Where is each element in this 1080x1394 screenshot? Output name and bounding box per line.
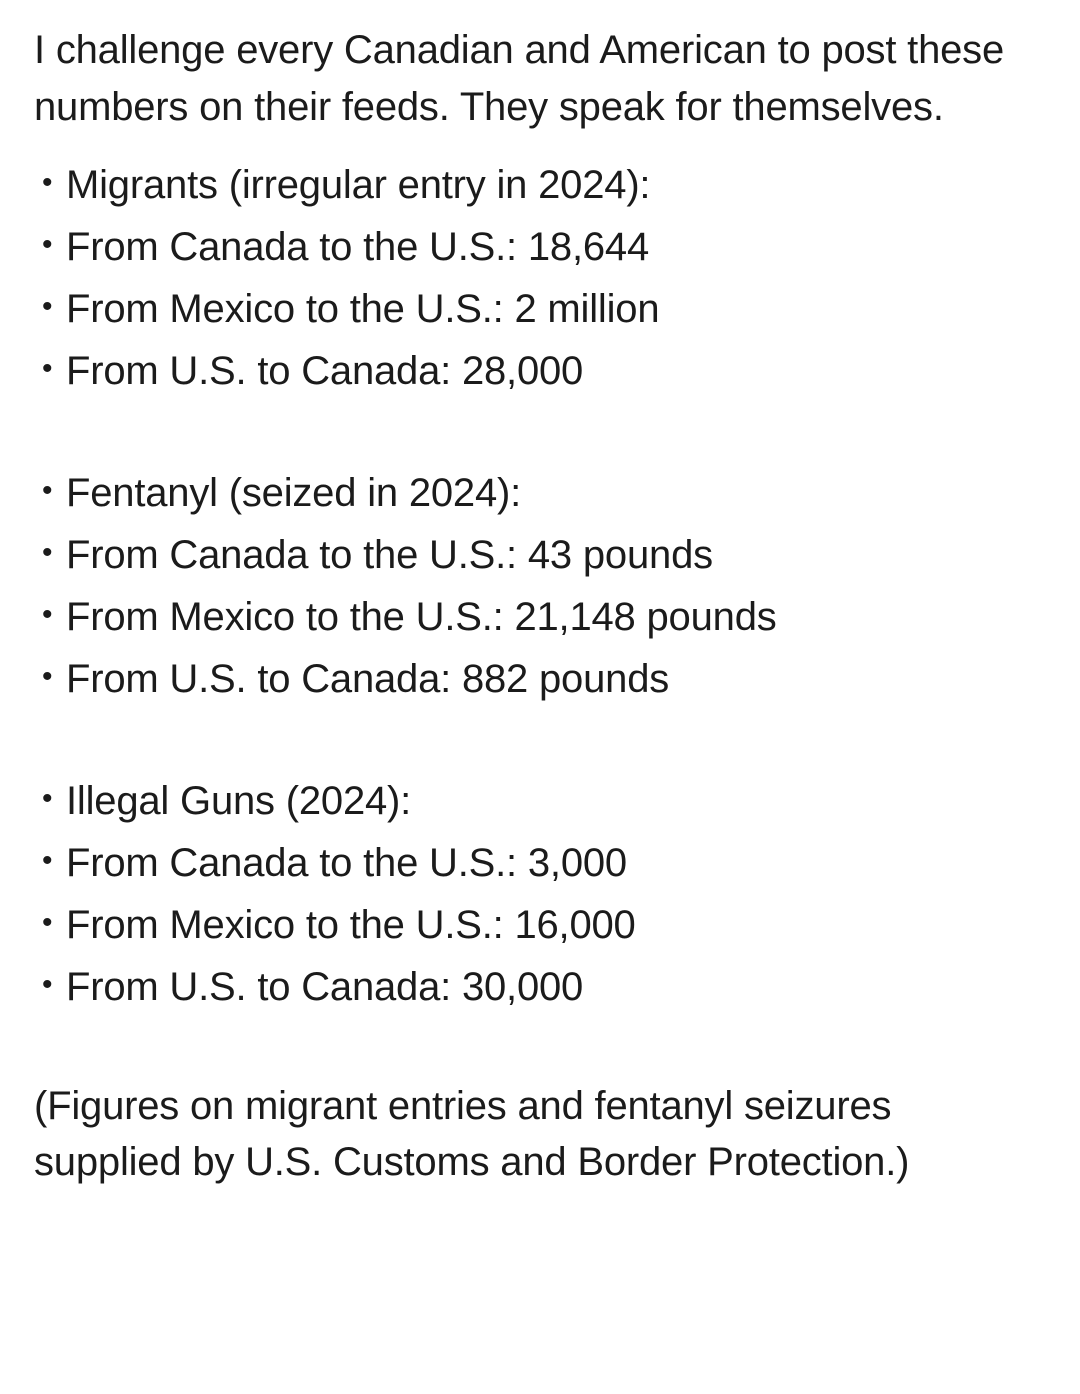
section-divider xyxy=(34,728,1046,770)
bullet-icon: • xyxy=(42,535,53,569)
bullet-icon: • xyxy=(42,473,53,507)
list-item-label: From U.S. to Canada: 28,000 xyxy=(66,348,584,393)
list-item-label: From Mexico to the U.S.: 2 million xyxy=(66,286,660,331)
list-item xyxy=(34,648,1046,710)
list-item-label: From Mexico to the U.S.: 16,000 xyxy=(66,902,636,947)
list-item xyxy=(34,154,1046,216)
bullet-icon: • xyxy=(42,289,53,323)
section-heading: Migrants (irregular entry in 2024): xyxy=(66,162,651,207)
bullet-icon: • xyxy=(42,905,53,939)
bullet-icon: • xyxy=(42,781,53,815)
bullet-icon: • xyxy=(42,165,53,199)
bullet-icon: • xyxy=(42,351,53,385)
list-item-label: From U.S. to Canada: 882 pounds xyxy=(66,656,670,701)
list-item xyxy=(34,462,1046,524)
list-item xyxy=(34,956,1046,1018)
section-migrants xyxy=(34,154,1046,402)
list-item-label: From Canada to the U.S.: 43 pounds xyxy=(66,532,713,577)
section-illegal-guns xyxy=(34,770,1046,1018)
bullet-icon: • xyxy=(42,659,53,693)
list-item xyxy=(34,340,1046,402)
list-item-label: From Canada to the U.S.: 3,000 xyxy=(66,840,627,885)
list-item xyxy=(34,586,1046,648)
section-heading: Fentanyl (seized in 2024): xyxy=(66,470,522,515)
list-item xyxy=(34,832,1046,894)
list-item xyxy=(34,894,1046,956)
section-divider xyxy=(34,1036,1046,1078)
list-item xyxy=(34,278,1046,340)
bullet-icon: • xyxy=(42,227,53,261)
list-item xyxy=(34,524,1046,586)
bullet-icon: • xyxy=(42,967,53,1001)
section-divider xyxy=(34,420,1046,462)
intro-paragraph: I challenge every Canadian and American to post these numbers on their feeds. They speak for themselves. xyxy=(34,28,1005,129)
source-note: (Figures on migrant entries and fentanyl seizures supplied by U.S. Customs and Border Protection.) xyxy=(34,1083,910,1185)
list-item-label: From Canada to the U.S.: 18,644 xyxy=(66,224,650,269)
section-fentanyl xyxy=(34,462,1046,710)
section-heading: Illegal Guns (2024): xyxy=(66,778,412,823)
list-item xyxy=(34,216,1046,278)
list-item xyxy=(34,770,1046,832)
bullet-icon: • xyxy=(42,843,53,877)
list-item-label: From Mexico to the U.S.: 21,148 pounds xyxy=(66,594,777,639)
list-item-label: From U.S. to Canada: 30,000 xyxy=(66,964,584,1009)
bullet-icon: • xyxy=(42,597,53,631)
